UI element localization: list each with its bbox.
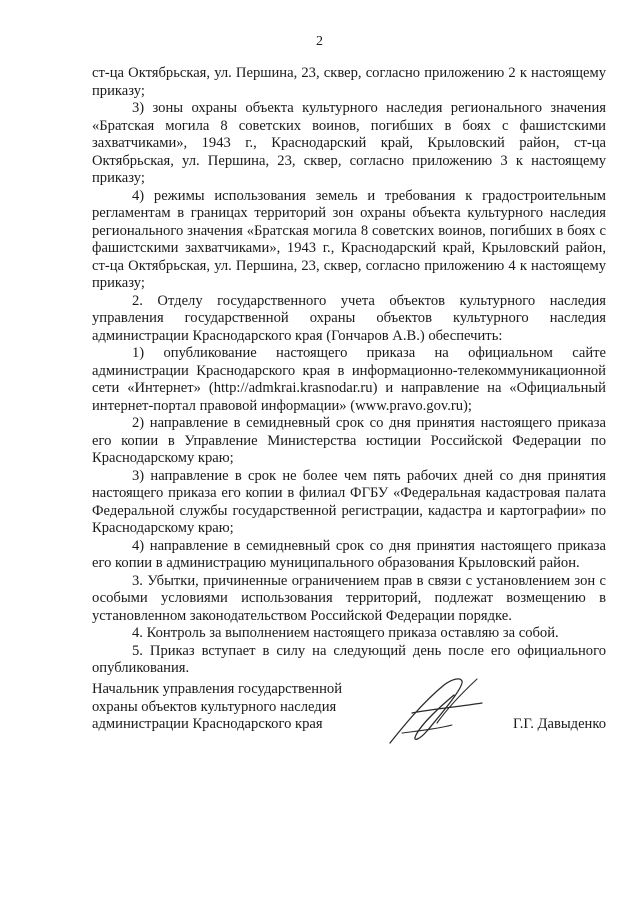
paragraph-item-4: 4) режимы использования земель и требования к градостроительным регламентам в границах территорий зон охраны объекта культурного наследия регионального значения «Братская могила 8 советских воинов, погибших в боях с фашистскими захватчиками», 1943 г., Краснодарский край, Крыловский район, ст-ца Октябрьская, ул. Першина, 23, сквер, согласно приложению 4 к настоящему приказу;: [92, 187, 606, 291]
signer-title: [92, 681, 392, 734]
paragraph-subitem-2: 2) направление в семидневный срок со дня принятия настоящего приказа его копии в Управление Министерства юстиции Российской Федерации по Краснодарскому краю;: [92, 415, 606, 466]
paragraph-subitem-4: 4) направление в семидневный срок со дня принятия настоящего приказа его копии в администрацию муниципального образования Крыловский район.: [92, 537, 606, 571]
document-body: [92, 65, 606, 678]
paragraph-section-5: 5. Приказ вступает в силу на следующий день после его официального опубликования.: [92, 642, 606, 676]
handwritten-signature: [382, 673, 492, 753]
paragraph-subitem-3: 3) направление в срок не более чем пять рабочих дней со дня принятия настоящего приказа его копии в филиал ФГБУ «Федеральная кадастровая палата Федеральной службы государственной регистрации, кадастра и картографии» по Краснодарскому краю;: [92, 467, 606, 536]
paragraph-section-2: 2. Отделу государственного учета объектов культурного наследия управления государственной охраны объектов культурного наследия администрации Краснодарского края (Гончаров А.В.) обеспечить:: [92, 292, 606, 344]
page-number: 2: [316, 34, 323, 49]
signer-title-line: Начальник управления государственной: [92, 681, 343, 697]
paragraph-section-4: 4. Контроль за выполнением настоящего приказа оставляю за собой.: [132, 625, 559, 641]
signer-title-line: охраны объектов культурного наследия: [92, 698, 337, 715]
signer-title-line: администрации Краснодарского края: [92, 716, 323, 732]
paragraph-section-3: 3. Убытки, причиненные ограничением прав в связи с установлением зон с особыми условиями использования территорий, подлежат возмещению в установленном законодательством Российской Федерации порядке.: [92, 572, 606, 624]
signature-block: [92, 681, 606, 751]
signer-name: Г.Г. Давыденко: [512, 716, 606, 732]
paragraph-item-3: 3) зоны охраны объекта культурного наследия регионального значения «Братская могила 8 советских воинов, погибших в боях с фашистскими захватчиками», 1943 г., Краснодарский край, Крыловский район, ст-ца Октябрьская, ул. Першина, 23, сквер, согласно приложению 3 к настоящему приказу;: [92, 100, 606, 186]
paragraph-subitem-1: 1) опубликование настоящего приказа на официальном сайте администрации Краснодарского края в информационно-телекоммуникационной сети «Интернет» (http://admkrai.krasnodar.ru) и направление на «Официальный интернет-портал правовой информации» (www.pravo.gov.ru);: [92, 345, 606, 414]
paragraph-continuation: ст-ца Октябрьская, ул. Першина, 23, сквер, согласно приложению 2 к настоящему приказу;: [92, 65, 606, 99]
